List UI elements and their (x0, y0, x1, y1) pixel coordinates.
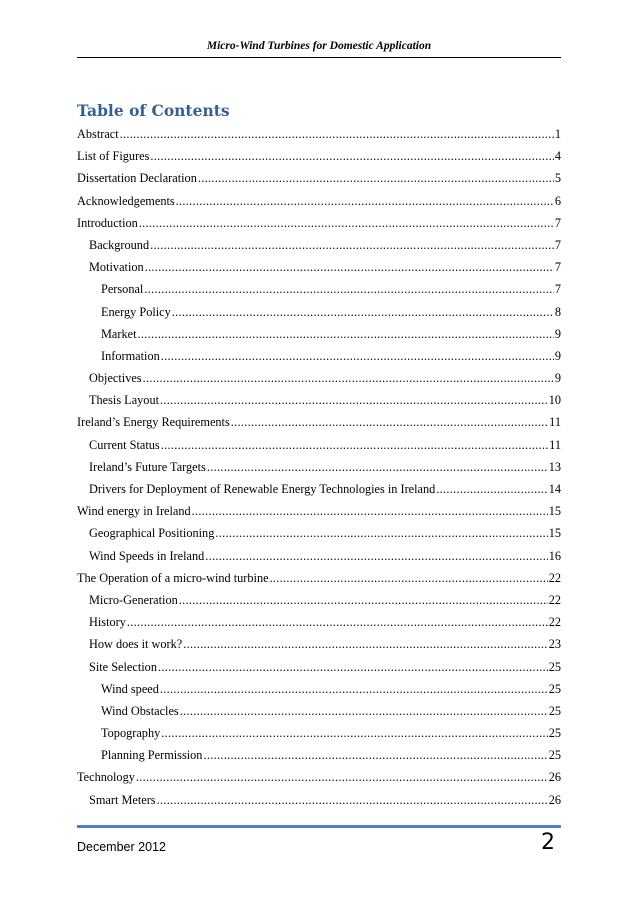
dot-leader (157, 789, 548, 811)
toc-entry[interactable] (77, 744, 561, 766)
dot-leader (205, 545, 547, 567)
toc-entry[interactable] (77, 167, 561, 189)
toc-entry[interactable] (77, 190, 561, 212)
toc-entry[interactable] (77, 678, 561, 700)
toc-entry-label: Objectives (89, 371, 142, 386)
toc-entry-page: 1 (554, 127, 561, 141)
toc-entry-page: 26 (548, 792, 561, 807)
toc-entry-label: Motivation (89, 260, 144, 275)
toc-entry-page: 9 (554, 348, 561, 363)
toc-entry[interactable] (77, 545, 561, 567)
toc-entry-page: 11 (549, 437, 561, 452)
dot-leader (161, 345, 554, 367)
toc-entry[interactable] (77, 123, 561, 145)
toc-entry-label: Ireland’s Energy Requirements (77, 415, 230, 430)
toc-entry-label: Geographical Positioning (89, 526, 215, 541)
toc-entry[interactable] (77, 633, 561, 655)
dot-leader (203, 744, 547, 766)
toc-entry-label: Personal (101, 282, 144, 297)
toc-entry-page: 9 (554, 326, 561, 341)
toc-entry-label: Market (101, 326, 137, 341)
toc-entry[interactable] (77, 611, 561, 633)
toc-entry[interactable] (77, 500, 561, 522)
toc-entry-page: 11 (549, 415, 561, 430)
dot-leader (150, 234, 554, 256)
dot-leader (158, 656, 548, 678)
toc-entry-page: 13 (548, 459, 561, 474)
toc-entry-label: History (89, 615, 126, 630)
toc-entry[interactable] (77, 389, 561, 411)
toc-entry-page: 7 (554, 237, 561, 252)
dot-leader (138, 323, 554, 345)
dot-leader (172, 301, 554, 323)
toc-entry[interactable] (77, 345, 561, 367)
toc-entry-label: Wind energy in Ireland (77, 504, 191, 519)
toc-entry-page: 16 (548, 548, 561, 563)
toc-entry-label: Site Selection (89, 659, 157, 674)
toc-entry-page: 4 (554, 149, 561, 164)
toc-entry[interactable] (77, 256, 561, 278)
dot-leader (183, 633, 547, 655)
toc-entry[interactable] (77, 478, 561, 500)
toc-entry-label: Abstract (77, 127, 119, 141)
dot-leader (176, 190, 554, 212)
toc-entry-page: 26 (548, 770, 561, 785)
dot-leader (192, 500, 548, 522)
toc-entry[interactable] (77, 212, 561, 234)
footer-rule (77, 825, 561, 828)
toc-entry-page: 7 (554, 282, 561, 297)
toc-entry-label: Dissertation Declaration (77, 171, 197, 186)
toc-entry-label: List of Figures (77, 149, 150, 164)
toc-entry[interactable] (77, 456, 561, 478)
toc-entry-label: Technology (77, 770, 135, 785)
dot-leader (215, 522, 547, 544)
toc-entry-page: 25 (548, 681, 561, 696)
toc-entry-label: The Operation of a micro-wind turbine (77, 570, 269, 585)
toc-entry-label: Planning Permission (101, 748, 203, 763)
dot-leader (120, 123, 554, 145)
toc-list (77, 123, 561, 811)
toc-entry-label: Topography (101, 726, 161, 741)
toc-entry-page: 25 (548, 703, 561, 718)
toc-entry-page: 10 (548, 393, 561, 408)
toc-entry-label: Current Status (89, 437, 160, 452)
dot-leader (161, 434, 548, 456)
dot-leader (270, 567, 548, 589)
dot-leader (127, 611, 548, 633)
toc-entry[interactable] (77, 589, 561, 611)
toc-entry-label: Micro-Generation (89, 592, 178, 607)
dot-leader (161, 722, 547, 744)
toc-entry[interactable] (77, 301, 561, 323)
toc-entry-page: 15 (548, 526, 561, 541)
toc-entry[interactable] (77, 700, 561, 722)
dot-leader (145, 256, 554, 278)
dot-leader (136, 766, 548, 788)
dot-leader (231, 411, 548, 433)
dot-leader (150, 145, 553, 167)
toc-entry-label: Ireland’s Future Targets (89, 459, 206, 474)
toc-entry-label: Background (89, 237, 150, 252)
toc-entry[interactable] (77, 411, 561, 433)
toc-entry-page: 22 (548, 615, 561, 630)
toc-entry-page: 25 (548, 726, 561, 741)
toc-entry-page: 25 (548, 659, 561, 674)
dot-leader (436, 478, 547, 500)
toc-entry-label: Wind Obstacles (101, 703, 179, 718)
dot-leader (143, 367, 554, 389)
toc-entry-page: 14 (548, 482, 561, 496)
header-rule (77, 57, 561, 58)
toc-entry-page: 5 (554, 171, 561, 186)
toc-entry-label: Wind speed (101, 681, 159, 696)
toc-entry[interactable] (77, 278, 561, 300)
toc-entry-label: How does it work? (89, 637, 183, 652)
footer-date: December 2012 (77, 840, 166, 854)
toc-entry-label: Energy Policy (101, 304, 171, 319)
toc-entry[interactable] (77, 522, 561, 544)
dot-leader (160, 678, 548, 700)
toc-entry[interactable] (77, 722, 561, 744)
toc-title: Table of Contents (77, 101, 230, 120)
toc-entry-page: 7 (554, 260, 561, 275)
toc-entry[interactable] (77, 567, 561, 589)
toc-entry-page: 9 (554, 371, 561, 386)
toc-entry-label: Drivers for Deployment of Renewable Energy Technologies in Ireland (89, 482, 436, 496)
toc-entry[interactable] (77, 367, 561, 389)
toc-entry-label: Acknowledgements (77, 193, 175, 208)
toc-entry[interactable] (77, 145, 561, 167)
toc-entry-page: 15 (548, 504, 561, 519)
page-header: Micro-Wind Turbines for Domestic Application (206, 40, 432, 52)
dot-leader (139, 212, 554, 234)
dot-leader (207, 456, 548, 478)
toc-entry-label: Wind Speeds in Ireland (89, 548, 205, 563)
dot-leader (180, 700, 548, 722)
toc-entry-label: Smart Meters (89, 792, 156, 807)
toc-entry-label: Information (101, 348, 160, 363)
toc-entry-label: Thesis Layout (89, 393, 160, 408)
toc-entry-label: Introduction (77, 215, 138, 230)
toc-entry-page: 7 (554, 215, 561, 230)
toc-entry-page: 25 (548, 748, 561, 763)
toc-entry[interactable] (77, 766, 561, 788)
toc-entry-page: 23 (548, 637, 561, 652)
dot-leader (144, 278, 553, 300)
toc-entry[interactable] (77, 656, 561, 678)
dot-leader (160, 389, 548, 411)
toc-entry[interactable] (77, 234, 561, 256)
toc-entry[interactable] (77, 434, 561, 456)
footer-page-number: 2 (541, 830, 555, 855)
dot-leader (198, 167, 554, 189)
toc-entry-page: 8 (554, 304, 561, 319)
toc-entry-page: 6 (554, 193, 561, 208)
toc-entry-page: 22 (548, 592, 561, 607)
dot-leader (179, 589, 548, 611)
toc-entry[interactable] (77, 789, 561, 811)
toc-entry[interactable] (77, 323, 561, 345)
toc-entry-page: 22 (548, 570, 561, 585)
